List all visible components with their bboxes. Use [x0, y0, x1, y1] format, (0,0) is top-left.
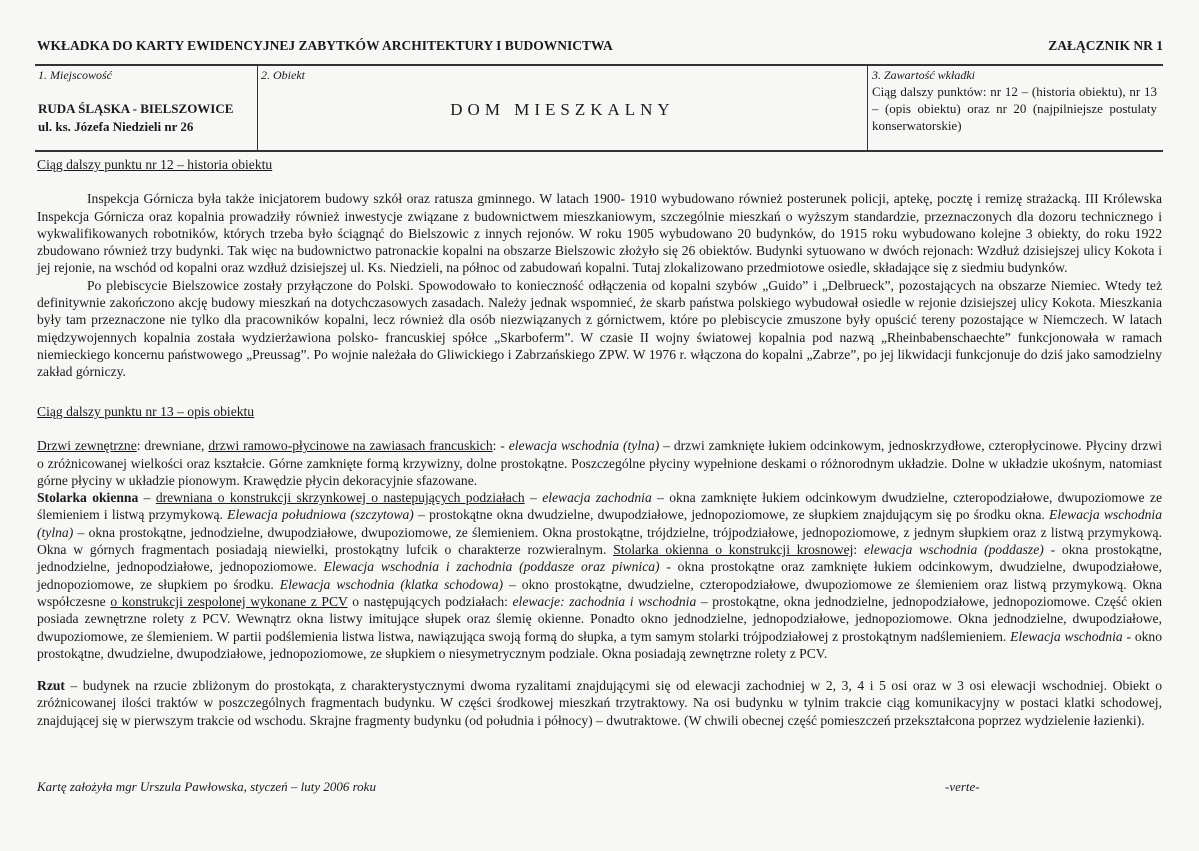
text-run: Inspekcja Górnicza była także inicjatorem budowy szkół oraz ratusza gminnego. W latach 1900- 1910 wybudowano również posterunek policji, aptekę, pocztę i remizę strażacką. III Królewska Inspekcja Górnicza oraz kopalnia prowadziły również inwestycje związane z budownictwem mieszkaniowym, szczególnie mieszkań o wyższym standardzie, przeznaczonych dla dozoru technicznego i wykwalifikowanych robotników, których trzeba było ściągnąć do Bielszowic z innych rejonów. W roku 1905 wybudowano 20 budynków, do 1915 roku wybudowano kolejne 3 obiekty, do roku 1922 zbudowano również trzy budynki. Tak więc na budownictwo patronackie kopalni na obszarze Bielszowic złożyło się 26 obiektów. Budynki sytuowano w dwóch rejonach: Wzdłuż dzisiejszej ulicy Kokota i jej rejonie, na wschód od kopalni oraz wzdłuż dzisiejszej ul. Ks. Niedzieli, na północ od zabudowań kopalni. Tutaj zlokalizowano przedmiotowe osiedle, składające się z siedmiu budynków.: [37, 191, 1162, 276]
bold-term: Stolarka okienna: [37, 490, 139, 506]
author-note: Kartę założyła mgr Urszula Pawłowska, styczeń – luty 2006 roku: [37, 779, 376, 794]
section-12: [37, 156, 1162, 381]
document-header: [37, 38, 1163, 54]
italic-phrase: elewacja zachodnia: [542, 490, 652, 506]
bold-term: Rzut: [37, 678, 65, 694]
contents-text: Ciąg dalszy punktów: nr 12 – (historia obiektu), nr 13 – (opis obiektu) oraz nr 20 (najpilniejsze postulaty konserwatorskie): [872, 84, 1157, 133]
italic-phrase: elewacja wschodnia (tylna): [508, 438, 660, 454]
text-run: – okno prostokątne, dwudzielne, czteropodziałowe, dwupoziomowe ze ślemieniem oraz listwą przymykową. Okna współczesne: [37, 576, 1163, 609]
italic-phrase: Elewacja wschodnia i zachodnia (poddasze oraz piwnica): [323, 559, 660, 575]
section-13-heading: Ciąg dalszy punktu nr 13 – opis obiektu: [37, 404, 255, 419]
text-run: – drzwi zamknięte łukiem odcinkowym, jednoskrzydłowe, czteropłycinowe. Płyciny drzwi o zróżnicowanej wielkości oraz kształcie. Górne zamknięte formą krzywizny, dolne prostokątne. Poszczególne płyciny wypełnione deskami o różnorodnym układzie. Dolne w układzie ukośnym, natomiast górne płyciny w układzie pionowym. Krawędzie płycin dekoracyjnie sfazowane.: [37, 438, 1162, 488]
text-run: o następujących podziałach:: [347, 593, 513, 609]
text-run: Po plebiscycie Bielszowice zostały przyłączone do Polski. Spowodowało to konieczność odłączenia od kopalni szybów „Guido” i „Delbrueck”, pozostających na obszarze Niemiec. Wtedy też definitywnie zakończono akcję budowy mieszkań na dotychczasowych zasadach. Należy jednak wspomnieć, że skarb państwa polskiego wybudował osiedle w rejonie dzisiejszej ulicy Kokota. Mieszkania były tam przeznaczone nie tylko dla pracowników kopalni, lecz również dla osób niezwiązanych z górnictwem, które po plebiscycie zmuszone były opuścić tereny pozostające w Niemczech. W latach międzywojennych kopalnia została wydzierżawiona polsko- francuskiej spółce „Skarboferm”. W czasie II wojny światowej kopalnia pod nazwą „Rheinbabenschaechte” funkcjonowała w ramach niemieckiego koncernu państwowego „Preussag”. Po wojnie należała do Gliwickiego i Zabrzańskiego ZPW. W 1976 r. włączona do kopalni „Zabrze”, po jej likwidacji funkcjonuje do dziś jako samodzielny zakład górniczy.: [37, 277, 1162, 380]
section-13: [37, 403, 1162, 729]
contents-label: 3. Zawartość wkładki: [872, 68, 976, 82]
underlined-phrase: Stolarka okienna o konstrukcji krosnowej: [613, 542, 854, 558]
italic-phrase: Elewacja południowa (szczytowa): [227, 507, 414, 523]
text-run: – budynek na rzucie zbliżonym do prostokąta, z charakterystycznymi dwoma ryzalitami znajdującymi się od elewacji zachodniej w 2, 3, 4 i 5 osi oraz w 3 osi elewacji wschodniej. Obiekt o zróżnicowanej ilości traktów w poszczególnych fragmentach budynku. W części środkowej mieszkań trzytraktowy. Na osi budynku w tylnim trakcie ciąg komunikacyjny w postaci klatki schodowej, znajdującej się w pierwszym trakcie od wschodu. Skrajne fragmenty budynku (od południa i północy) – dwutraktowe. (W chwili obecnej część pomieszczeń przekształcona poprzez wydzielenie łazienki).: [37, 678, 1162, 728]
object-name: DOM MIESZKALNY: [450, 100, 675, 119]
location-cell: [35, 66, 258, 150]
text-run: - okna prostokątne, jednodzielne, jednopodziałowe, jednopoziomowe.: [37, 542, 1162, 575]
attachment-number: ZAŁĄCZNIK NR 1: [1048, 38, 1163, 53]
text-run: – okna prostokątne, jednodzielne, dwupodziałowe, dwupoziomowe, ze ślemieniem. Okna prostokątne, trójdzielne, trójpodziałowe, jednopoziomowe, z jednym słupkiem oraz z listwą przymykową. Okna w górnych fragmentach posiadają niewielki, prostokątny lufcik o charakterze rozwieralnym.: [37, 524, 1162, 558]
italic-phrase: elewacje: zachodnia i wschodnia: [512, 593, 697, 609]
text-run: –: [524, 490, 543, 506]
text-run: – prostokątne, okna jednodzielne, jednopodziałowe, jednopoziomowe. Część okien posiada zewnętrzne rolety z PCV. Wewnątrz okna listwy imitujące słupek oraz ślemię okienne. Ponadto okno jednodzielne, jednopodziałowe, jednopoziomowe. Okna jednodzielne, dwupodziałowe, dwupoziomowe, ze ślemieniem. W partii podślemienia listwa listwa, nawiązująca swoją formą do słupka, a tym samym stolarki trójpodziałowej z prostokątnym nadślemieniem.: [37, 593, 1162, 644]
text-run: : -: [492, 438, 509, 454]
document-title: WKŁADKA DO KARTY EWIDENCYJNEJ ZABYTKÓW ARCHITEKTURY I BUDOWNICTWA: [37, 38, 613, 53]
italic-phrase: Elewacja wschodnia: [1010, 628, 1123, 644]
underlined-phrase: Drzwi zewnętrzne: [37, 438, 137, 454]
paragraph: [37, 190, 1162, 276]
italic-phrase: Elewacja wschodnia (tylna): [37, 507, 1163, 540]
text-run: – prostokątne okna dwudzielne, dwupodziałowe, jednopoziomowe, ze słupkiem znajdującym się po środku okna.: [413, 507, 1050, 523]
underlined-phrase: drewniana o konstrukcji skrzynkowej o nastepujących podziałach: [155, 490, 525, 506]
text-run: – okna zamknięte łukiem odcinkowym dwudzielne, czteropodziałowe, dwupoziomowe ze ślemieniem i listwą przymykową.: [37, 490, 1162, 523]
italic-phrase: Elewacja wschodnia (klatka schodowa): [279, 576, 504, 592]
italic-phrase: elewacja wschodnia (poddasze): [864, 542, 1044, 558]
text-run: - okno prostokątne, dwudzielne, dwupodziałowe, jednopoziomowe, ze słupkiem o niesymetrycznym podziale. Okna posiadają zewnętrzne rolety z PCV.: [37, 628, 1163, 661]
verte-note: -verte-: [945, 779, 980, 794]
location-city: RUDA ŚLĄSKA - BIELSZOWICE: [38, 101, 234, 116]
location-label: 1. Miejscowość: [38, 68, 112, 82]
location-address: ul. ks. Józefa Niedzieli nr 26: [38, 119, 194, 134]
underlined-phrase: o konstrukcji zespolonej wykonane z PCV: [110, 593, 348, 609]
object-cell: [258, 66, 868, 150]
text-run: :: [853, 542, 865, 558]
object-label: 2. Obiekt: [261, 68, 305, 82]
info-table: [35, 64, 1163, 152]
paragraph: [37, 489, 1162, 662]
paragraph: [37, 437, 1162, 489]
contents-cell: [868, 66, 1163, 150]
text-run: : drewniane,: [136, 438, 209, 454]
paragraph: [37, 677, 1162, 729]
section-12-heading: Ciąg dalszy punktu nr 12 – historia obiektu: [37, 157, 273, 172]
underlined-phrase: drzwi ramowo-płycinowe na zawiasach francuskich: [208, 438, 493, 454]
text-run: - okna prostokątne oraz zamknięte łukiem odcinkowym, dwudzielne, dwupodziałowe, jednopoziomowe, ze słupkiem po środku.: [37, 559, 1162, 592]
paragraph: [37, 277, 1162, 381]
text-run: –: [138, 490, 156, 506]
